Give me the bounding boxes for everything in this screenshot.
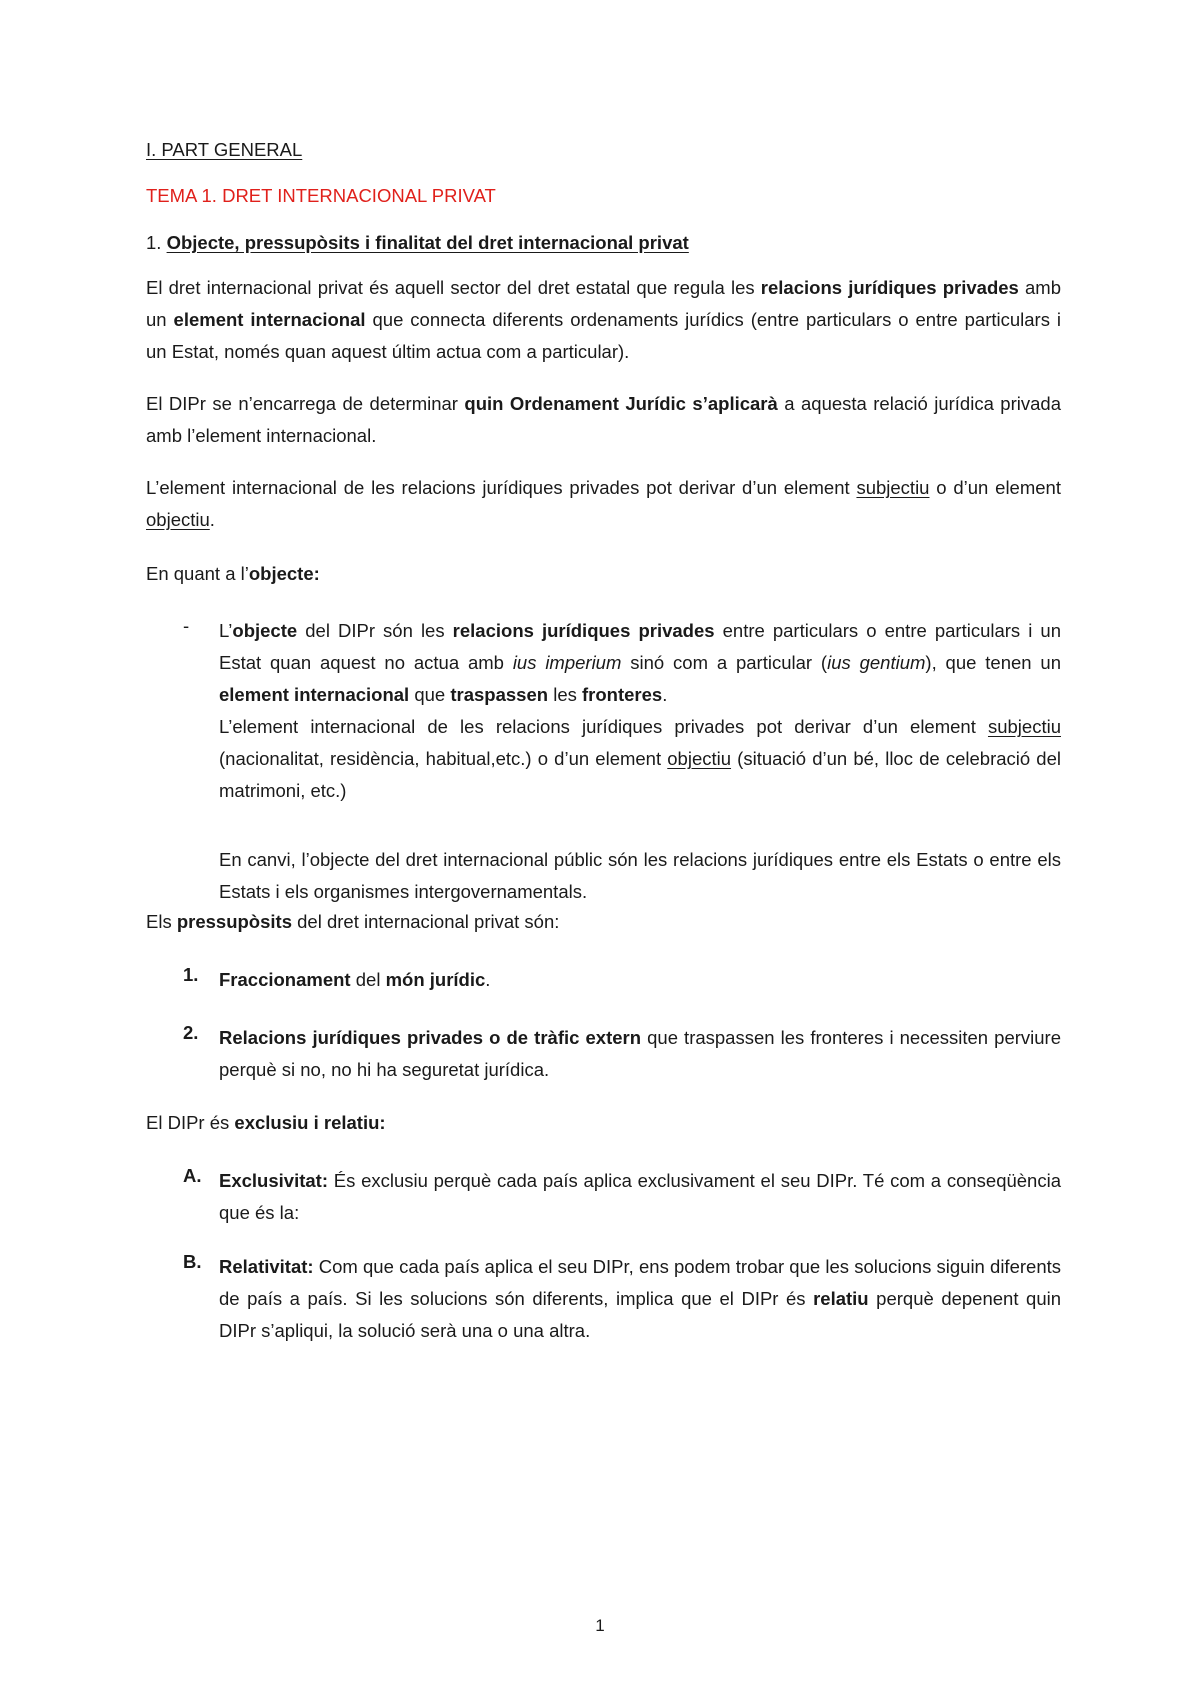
bold-run: element internacional: [173, 309, 366, 330]
bold-run: fronteres: [582, 684, 663, 705]
text-run: que traspassen les fronteres i necessiten perviure perquè si no, no hi ha seguretat jurídica.: [219, 1027, 1061, 1080]
paragraph-definition: [146, 272, 1061, 368]
text-run: .: [485, 969, 491, 990]
text-run: entre particulars o entre particulars i un Estat quan aquest no actua amb: [219, 620, 1061, 673]
text-run: És exclusiu perquè cada país aplica exclusivament el seu DIPr. Té com a conseqüència que és la:: [219, 1170, 1061, 1223]
bold-run: Relativitat:: [219, 1256, 314, 1277]
text-run: amb un: [146, 277, 1061, 330]
text-run: a aquesta relació jurídica privada amb l’element internacional.: [146, 393, 1061, 446]
text-run: (situació d’un bé, lloc de celebració del matrimoni, etc.): [219, 748, 1062, 801]
text-run: En quant a l’: [146, 563, 249, 584]
bold-run: element internacional: [219, 684, 410, 705]
text-run: ), que tenen un: [925, 652, 1062, 673]
text-run: del: [350, 969, 386, 990]
text-run: o d’un element: [929, 477, 1061, 498]
lettered-item-b: [146, 1251, 1061, 1347]
page-number: 1: [595, 1616, 605, 1635]
bold-run: quin Ordenament Jurídic s’aplicarà: [464, 393, 778, 414]
text-run: (nacionalitat, residència, habitual,etc.) o d’un element: [219, 748, 668, 769]
bold-run: objecte: [232, 620, 298, 641]
text-run: Els: [146, 911, 177, 932]
text-run: les: [548, 684, 582, 705]
lettered-item-a: [146, 1165, 1061, 1229]
numbered-item-1: [146, 964, 1061, 996]
paragraph-pressuposits-intro: [146, 906, 1061, 938]
part-heading: I. PART GENERAL: [146, 139, 303, 160]
bullet-item-objecte: [146, 615, 1061, 807]
list-number: 2.: [183, 1022, 199, 1043]
text-run: sinó com a particular (: [621, 652, 828, 673]
italic-run: ius imperium: [512, 652, 622, 673]
paragraph-dret-public: En canvi, l’objecte del dret internacional públic són les relacions jurídiques entre els Estats o entre els Estats i els organismes intergovernamentals.: [219, 849, 1061, 902]
underline-run: objectiu: [146, 509, 210, 530]
text-run: Com que cada país aplica el seu DIPr, ens podem trobar que les solucions siguin diferents de país a país. Si les solucions són diferents, implica que el DIPr és: [219, 1256, 1061, 1309]
bold-run: traspassen: [450, 684, 549, 705]
text-run: que: [409, 684, 451, 705]
paragraph-element-internacional: [146, 472, 1061, 536]
text-run: que connecta diferents ordenaments jurídics (entre particulars o entre particulars i un Estat, només quan aquest últim actua com a particular).: [146, 309, 1062, 362]
text-run: L’element internacional de les relacions jurídiques privades pot derivar d’un element: [219, 716, 988, 737]
dash-bullet-icon: -: [183, 615, 190, 636]
lettered-body: [219, 1165, 1061, 1229]
text-run: L’: [219, 620, 233, 641]
section-heading: [146, 227, 1061, 259]
bold-run: exclusiu i relatiu:: [234, 1112, 386, 1133]
italic-run: ius gentium: [827, 652, 926, 673]
bullet-body: [219, 615, 1061, 807]
bold-run: relatiu: [813, 1288, 869, 1309]
text-run: del DIPr són les: [297, 620, 453, 641]
underline-run: subjectiu: [856, 477, 930, 498]
bold-run: relacions jurídiques privades: [452, 620, 715, 641]
list-letter: B.: [183, 1251, 202, 1272]
underline-run: subjectiu: [987, 716, 1061, 737]
bold-run: pressupòsits: [176, 911, 292, 932]
numbered-body: [219, 1022, 1061, 1086]
list-number: 1.: [183, 964, 199, 985]
text-run: L’element internacional de les relacions jurídiques privades pot derivar d’un element: [146, 477, 857, 498]
paragraph-objecte-intro: [146, 558, 1061, 590]
underline-run: objectiu: [667, 748, 732, 769]
paragraph-dipr-role: [146, 388, 1061, 452]
bold-run: Relacions jurídiques privades o de tràfic extern: [219, 1027, 642, 1048]
bold-run: Fraccionament: [219, 969, 351, 990]
text-run: El DIPr és: [146, 1112, 235, 1133]
list-letter: A.: [183, 1165, 202, 1186]
bold-run: món jurídic: [385, 969, 486, 990]
bold-run: relacions jurídiques privades: [760, 277, 1019, 298]
text-run: .: [209, 509, 215, 530]
bold-run: objecte:: [248, 563, 320, 584]
lettered-body: [219, 1251, 1061, 1347]
text-run: El dret internacional privat és aquell sector del dret estatal que regula les: [146, 277, 761, 298]
text-run: El DIPr se n’encarrega de determinar: [146, 393, 465, 414]
paragraph-exclusiu-relatiu: [146, 1107, 1061, 1139]
text-run: .: [662, 684, 668, 705]
section-title: Objecte, pressupòsits i finalitat del dret internacional privat: [166, 232, 689, 253]
numbered-item-2: [146, 1022, 1061, 1086]
section-number: 1.: [146, 232, 167, 253]
text-run: perquè depenent quin DIPr s’apliqui, la solució serà una o una altra.: [219, 1288, 1062, 1341]
bold-run: Exclusivitat:: [219, 1170, 328, 1191]
text-run: del dret internacional privat són:: [292, 911, 560, 932]
tema-heading: TEMA 1. DRET INTERNACIONAL PRIVAT: [146, 185, 496, 206]
numbered-body: [219, 964, 1061, 996]
